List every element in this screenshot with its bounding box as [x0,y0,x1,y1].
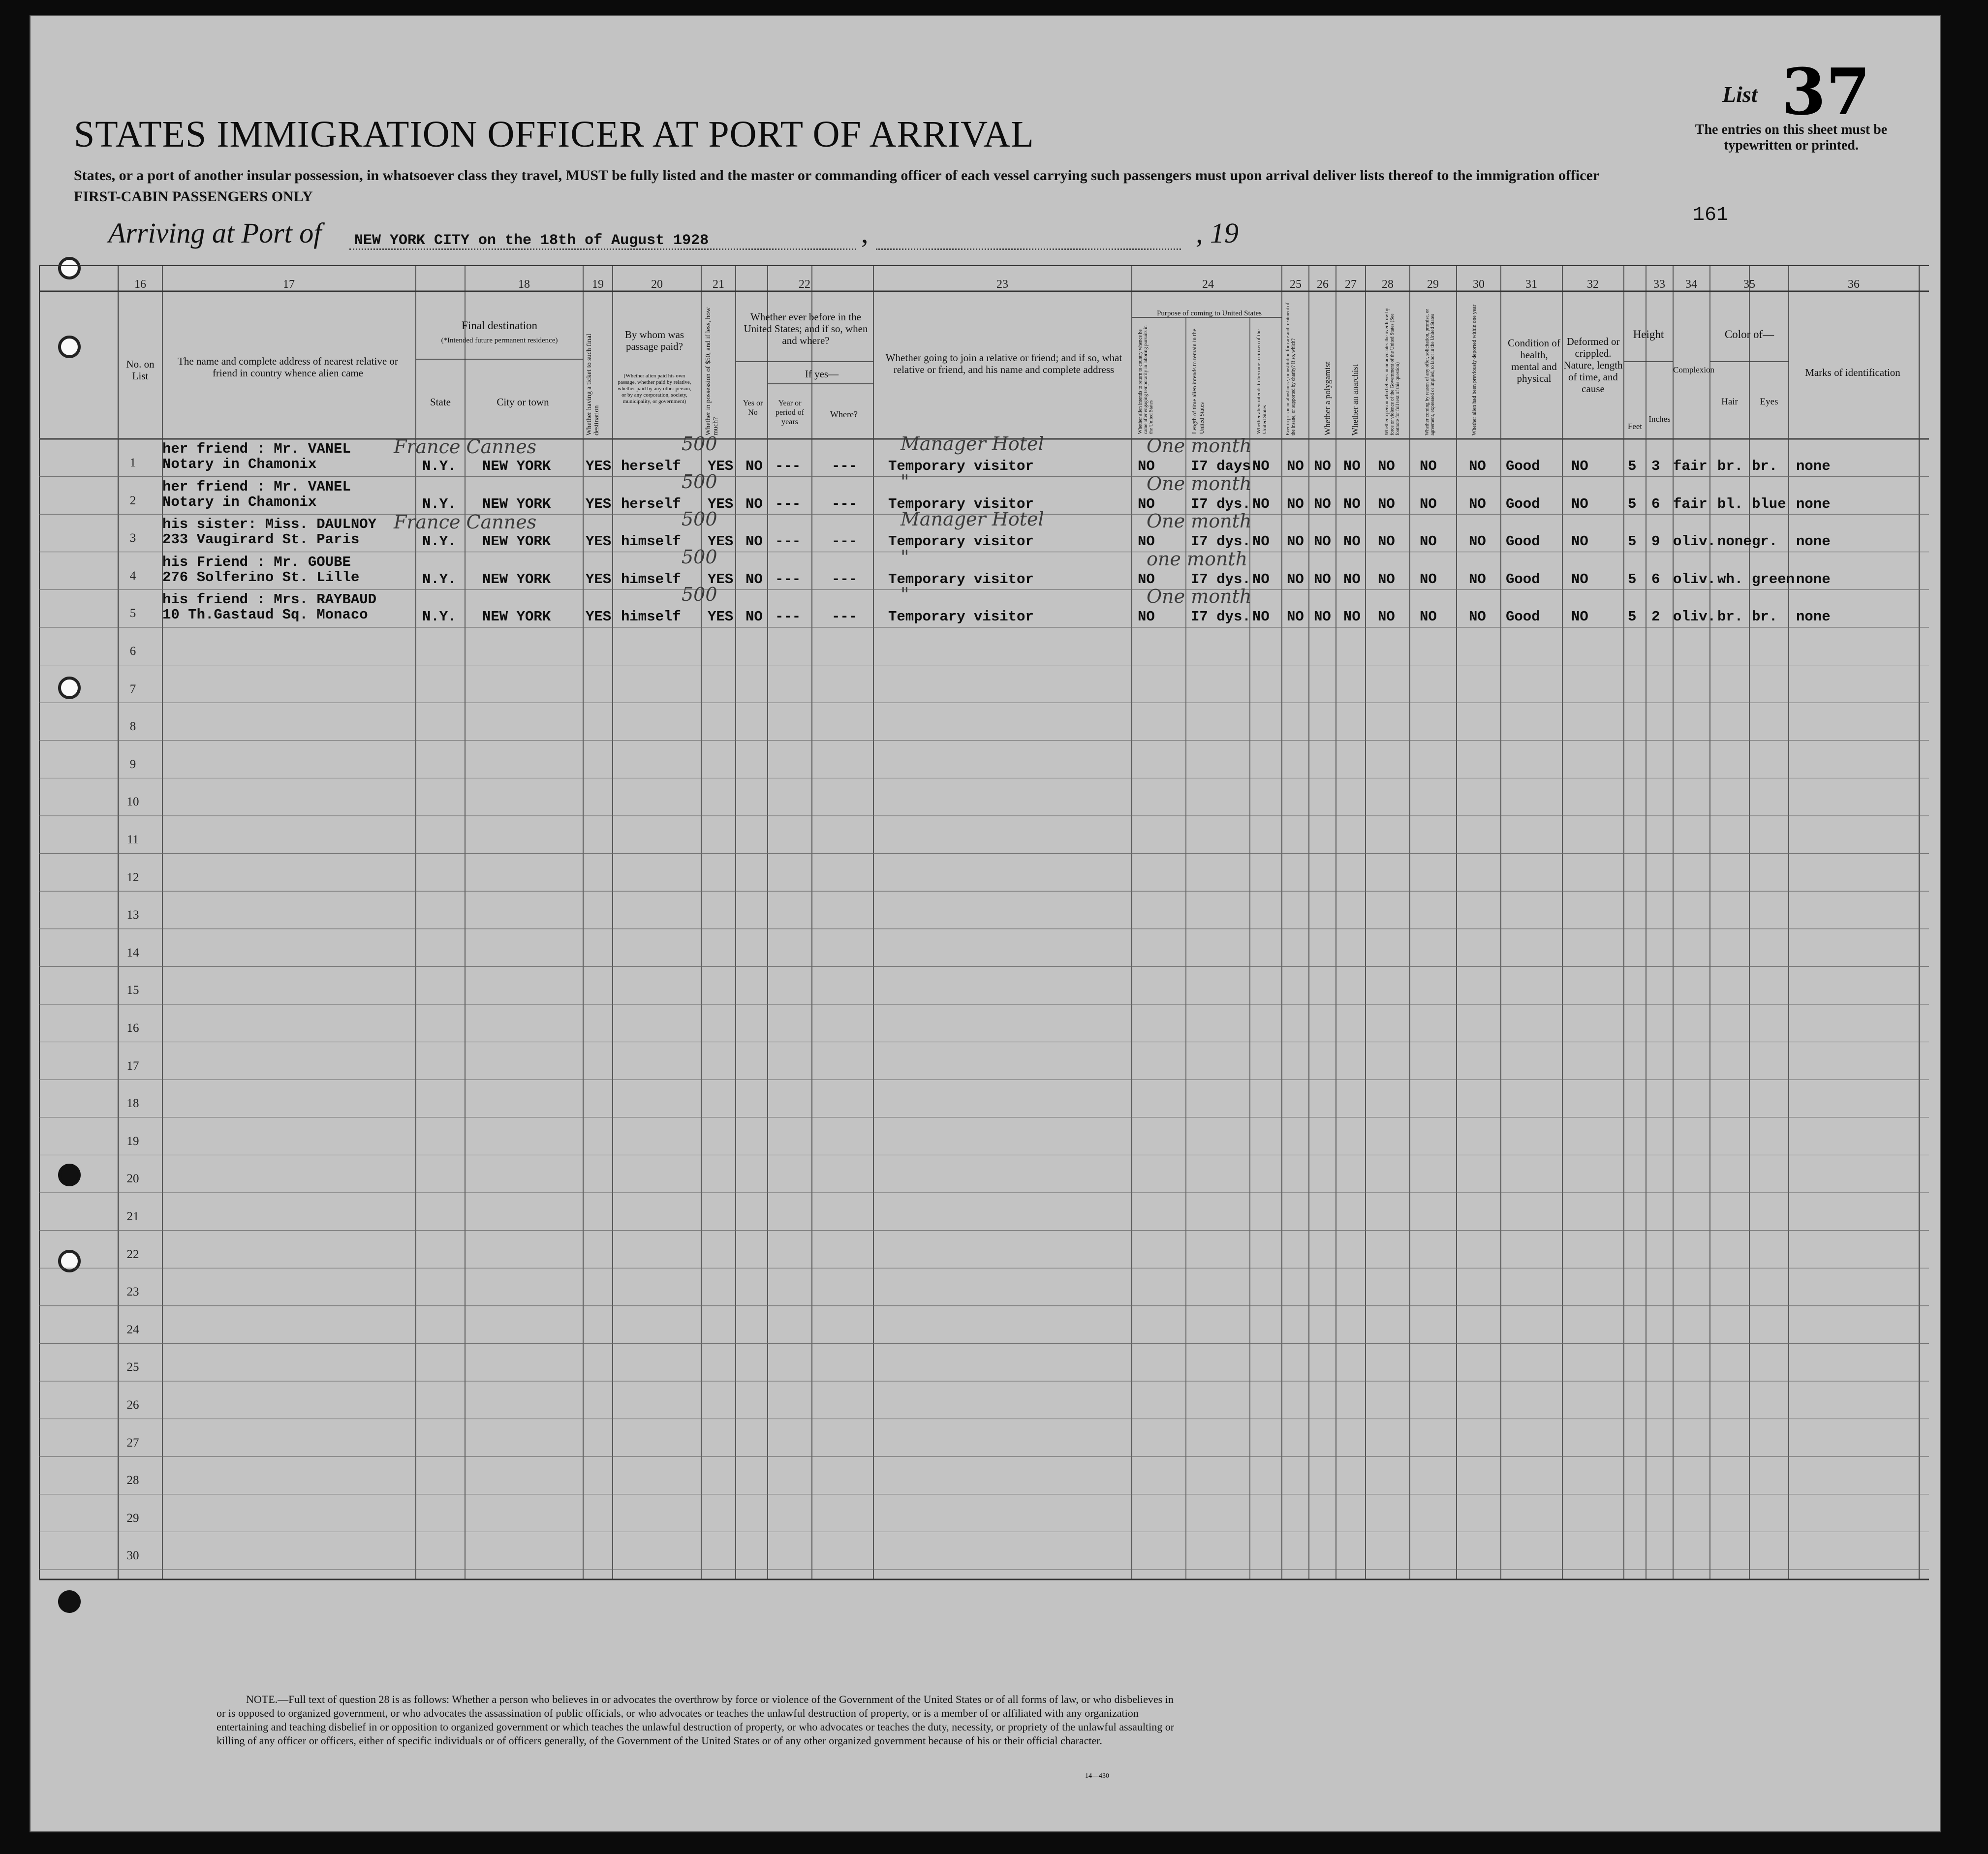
year-period: --- [775,609,801,625]
purpose-length: I7 dys. [1191,533,1251,550]
header-money: Whether in possession of $50, and if less, how much? [705,307,719,435]
height-inches: 6 [1651,571,1660,587]
header-if-yes: If yes— [805,368,839,380]
row-number: 5 [129,607,136,620]
subtitle: States, or a port of another insular possession, in whatsoever class they travel, MUST be fully listed and the master or commanding officer of each vessel carrying such passengers must upon arrival deliver lists thereof to the immigration officer [74,167,1600,184]
city: NEW YORK [482,533,551,550]
deported: NO [1469,495,1486,512]
state: N.Y. [422,609,457,625]
money: YES [708,571,734,587]
anarchist: NO [1343,495,1361,512]
marks: none [1796,571,1831,587]
page-title: STATES IMMIGRATION OFFICER AT PORT OF ARRIVAL [74,114,1034,155]
purpose-return: NO [1138,609,1155,625]
row-number: 20 [126,1172,139,1186]
header-where: Where? [830,409,858,419]
header-city: City or town [497,396,549,408]
row-number: 28 [126,1474,139,1487]
relative-name: her friend : Mr. VANEL [162,441,351,457]
complexion: fair [1673,458,1708,474]
row-number: 1 [129,456,136,469]
ticket: YES [586,609,612,625]
money: YES [708,495,734,512]
deformed: NO [1571,571,1588,587]
row-number: 21 [126,1210,139,1223]
relative-name: his friend : Mrs. RAYBAUD [162,591,377,608]
row-number: 15 [126,984,139,997]
row-number: 14 [126,946,139,959]
relative-name: his sister: Miss. DAULNOY [162,516,377,533]
row-number: 2 [129,494,136,507]
passage-paid-by: himself [621,609,681,625]
column-number: 20 [651,278,663,291]
column-number: 18 [518,278,530,291]
column-number: 26 [1317,278,1329,291]
form-number: 14—430 [1085,1772,1109,1780]
ticket: YES [586,533,612,550]
relative-address: Notary in Chamonix [162,456,317,472]
row-number: 4 [129,569,136,583]
header-final-destination: Final destination [462,319,537,332]
handwritten-join: Manager Hotel [901,508,1044,530]
city: NEW YORK [482,571,551,587]
purpose-return: NO [1138,495,1155,512]
hair: none [1717,533,1752,550]
row-number: 22 [126,1247,139,1261]
column-number: 31 [1525,278,1537,291]
polygamist: NO [1314,533,1331,550]
coming-by-offer: NO [1420,533,1437,550]
header-purpose: Purpose of coming to United States [1157,309,1262,317]
header-anarchist: Whether an anarchist [1350,364,1360,435]
complexion: oliv. [1673,609,1716,625]
join-relative: Temporary visitor [888,571,1034,587]
height-feet: 5 [1628,495,1637,512]
row-number: 25 [126,1360,139,1374]
passage-paid-by: herself [621,458,681,474]
header-health: Condition of health, mental and physical [1508,337,1560,384]
purpose-length: I7 days [1191,458,1251,474]
row-number: 8 [129,720,136,734]
where: --- [832,609,858,625]
column-number: 35 [1743,278,1755,291]
row-number: 9 [129,757,136,771]
height-inches: 2 [1651,609,1660,625]
column-number: 16 [134,278,146,291]
year-period: --- [775,571,801,587]
prison: NO [1287,571,1304,587]
header-prison: Ever in prison or almshouse, or institution for care and treatment of the insane, or supported by charity? If so, which? [1285,303,1296,435]
header-nearest-relative: The name and complete address of nearest relative or friend in country whence alien came [178,355,398,379]
column-number: 33 [1653,278,1665,291]
relative-address: 233 Vaugirard St. Paris [162,531,360,548]
relative-address: 10 Th.Gastaud Sq. Monaco [162,607,368,623]
year-prefix: , 19 [1196,217,1239,249]
purpose-citizen: NO [1252,571,1270,587]
row-number: 29 [126,1511,139,1525]
column-number: 24 [1202,278,1214,291]
row-number: 13 [126,908,139,922]
entries-note: The entries on this sheet must be typewritten or printed. [1695,122,1888,153]
header-eyes: Eyes [1760,397,1778,407]
height-feet: 5 [1628,609,1637,625]
prison: NO [1287,609,1304,625]
polygamist: NO [1314,495,1331,512]
handwritten-join: Manager Hotel [901,433,1044,455]
overthrow: NO [1378,571,1395,587]
arriving-label: Arriving at Port of [108,217,322,249]
header-inches: Inches [1648,414,1671,424]
anarchist: NO [1343,571,1361,587]
coming-by-offer: NO [1420,495,1437,512]
marks: none [1796,533,1831,550]
header-hair: Hair [1721,397,1738,407]
state: N.Y. [422,571,457,587]
header-passage-paid: By whom was passage paid? [624,329,684,352]
purpose-citizen: NO [1252,609,1270,625]
column-number: 23 [996,278,1008,291]
polygamist: NO [1314,609,1331,625]
handwritten-destination: France Cannes [394,511,537,533]
row-number: 24 [126,1323,139,1336]
complexion: fair [1673,495,1708,512]
row-number: 3 [129,531,136,545]
row-number: 23 [126,1285,139,1299]
handwritten-join: " [901,546,909,568]
where: --- [832,533,858,550]
complexion: oliv. [1673,533,1716,550]
row-number: 30 [126,1549,139,1563]
header-feet: Feet [1627,422,1643,431]
city: NEW YORK [482,609,551,625]
column-number: 25 [1290,278,1302,291]
join-relative: Temporary visitor [888,609,1034,625]
class-note: FIRST-CABIN PASSENGERS ONLY [74,188,313,205]
header-ticket: Whether having a ticket to such final destination [586,334,600,435]
header-coming-by-offer: Whether coming by reason of any offer, solicitation, promise, or agreement, expressed or implied, to labor in the United States [1425,309,1435,435]
where: --- [832,495,858,512]
eyes: br. [1752,458,1778,474]
footnote: NOTE.—Full text of question 28 is as follows: Whether a person who believes in or advocates the overthrow by force or violence of the Government of the United States or of all forms of law, or who disbelieves in or is opposed to organized government, or who advocates the assassination of public officials, or who advocates or teaches the unlawful destruction of property, or is a member of or affiliated with any organization entertaining and teaching disbelief in or opposition to organized government or which teaches the unlawful destruction of property, or who advocates or teaches the duty, necessity, or propriety of the unlawful assaulting or killing of any officer or officers, either of specific individuals or of officers generally, of the Government of the United States or of any other organized government because of his or their official character. [217,1693,1175,1747]
ticket: YES [586,571,612,587]
money: YES [708,533,734,550]
column-number: 22 [799,278,810,291]
passage-paid-by: himself [621,571,681,587]
marks: none [1796,609,1831,625]
handwritten-money: 500 [682,546,717,568]
deported: NO [1469,458,1486,474]
purpose-length: I7 dys. [1191,571,1251,587]
header-before-in-us: Whether ever before in the United States; and if so, when and where? [744,311,868,346]
handwritten-length: One month [1147,472,1252,494]
handwritten-length: one month [1147,548,1248,570]
join-relative: Temporary visitor [888,495,1034,512]
health: Good [1506,533,1540,550]
purpose-return: NO [1138,533,1155,550]
header-state: State [430,396,451,408]
header-polygamist: Whether a polygamist [1323,361,1332,435]
purpose-length: I7 dys. [1191,609,1251,625]
header-passage-note: (Whether alien paid his own passage, whether paid by relative, whether paid by any other person, or by any corporation, society, municipality, or government) [618,373,691,404]
row-number: 7 [129,682,136,696]
anarchist: NO [1343,609,1361,625]
handwritten-destination: France Cannes [394,436,537,458]
purpose-return: NO [1138,571,1155,587]
purpose-length: I7 dys. [1191,495,1251,512]
height-feet: 5 [1628,458,1637,474]
column-number: 34 [1685,278,1697,291]
handwritten-money: 500 [682,433,717,455]
year-period: --- [775,495,801,512]
ticket: YES [586,495,612,512]
height-inches: 3 [1651,458,1660,474]
eyes: blue [1752,495,1786,512]
hair: br. [1717,609,1743,625]
year-period: --- [775,533,801,550]
row-number: 6 [129,645,136,658]
relative-name: her friend : Mr. VANEL [162,478,351,495]
state: N.Y. [422,458,457,474]
handwritten-money: 500 [682,470,717,493]
coming-by-offer: NO [1420,571,1437,587]
row-number: 19 [126,1134,139,1148]
height-feet: 5 [1628,571,1637,587]
row-number: 12 [126,870,139,884]
overthrow: NO [1378,533,1395,550]
hair: br. [1717,458,1743,474]
header-purpose-length: Length of time alien intends to remain in the United States [1191,329,1205,434]
overthrow: NO [1378,609,1395,625]
prison: NO [1287,533,1304,550]
column-number: 32 [1587,278,1599,291]
header-yes-or-no: Yes or No [743,399,763,417]
column-number: 28 [1382,278,1394,291]
passage-paid-by: himself [621,533,681,550]
marks: none [1796,495,1831,512]
coming-by-offer: NO [1420,609,1437,625]
health: Good [1506,609,1540,625]
purpose-citizen: NO [1252,458,1270,474]
deformed: NO [1571,609,1588,625]
complexion: oliv. [1673,571,1716,587]
marks: none [1796,458,1831,474]
prison: NO [1287,495,1304,512]
relative-name: his Friend : Mr. GOUBE [162,554,351,570]
header-year-period: Year or period of years [775,399,805,426]
header-overthrow: Whether a person who believes in or advocates the overthrow by force or violence of the Government of the United States (See footnote for full text of this question) [1384,308,1400,435]
column-number: 27 [1345,278,1357,291]
list-number: 37 [1781,54,1870,129]
before-in-us: NO [746,571,763,587]
before-in-us: NO [746,533,763,550]
deported: NO [1469,533,1486,550]
hair: wh. [1717,571,1743,587]
handwritten-join: " [901,584,909,606]
list-label: List [1722,82,1758,107]
row-number: 18 [126,1097,139,1111]
join-relative: Temporary visitor [888,533,1034,550]
purpose-return: NO [1138,458,1155,474]
city: NEW YORK [482,495,551,512]
join-relative: Temporary visitor [888,458,1034,474]
comma: , [861,217,869,249]
hair: bl. [1717,495,1743,512]
height-feet: 5 [1628,533,1637,550]
handwritten-join: " [901,470,909,493]
header-deformed: Deformed or crippled. Nature, length of time, and cause [1563,336,1623,395]
anarchist: NO [1343,533,1361,550]
column-number: 29 [1427,278,1439,291]
state: N.Y. [422,533,457,550]
handwritten-money: 500 [682,508,717,530]
row-number: 11 [126,833,139,846]
handwritten-length: One month [1147,510,1252,532]
polygamist: NO [1314,571,1331,587]
overthrow: NO [1378,458,1395,474]
money: YES [708,609,734,625]
row-number: 27 [126,1436,139,1450]
eyes: br. [1752,609,1778,625]
purpose-citizen: NO [1252,495,1270,512]
prison: NO [1287,458,1304,474]
page-number: 161 [1693,204,1729,226]
before-in-us: NO [746,495,763,512]
purpose-citizen: NO [1252,533,1270,550]
year-period: --- [775,458,801,474]
money: YES [708,458,734,474]
coming-by-offer: NO [1420,458,1437,474]
header-purpose-return: Whether alien intends to return to country whence he came after engaging temporarily in laboring pursuits in the United States [1138,325,1154,434]
handwritten-length: One month [1147,586,1252,608]
where: --- [832,571,858,587]
row-number: 16 [126,1021,139,1035]
header-color-of: Color of— [1724,328,1774,340]
health: Good [1506,571,1540,587]
health: Good [1506,458,1540,474]
header-purpose-citizen: Whether alien intends to become a citizen of the United States [1256,329,1268,434]
header-height: Height [1633,328,1664,340]
anarchist: NO [1343,458,1361,474]
column-number: 17 [283,278,295,291]
before-in-us: NO [746,609,763,625]
eyes: gr. [1752,533,1778,550]
column-number: 36 [1848,278,1860,291]
before-in-us: NO [746,458,763,474]
header-no-on-list: No. on List [126,358,155,382]
deformed: NO [1571,495,1588,512]
state: N.Y. [422,495,457,512]
handwritten-length: One month [1147,435,1252,457]
height-inches: 9 [1651,533,1660,550]
handwritten-money: 500 [682,584,717,606]
height-inches: 6 [1651,495,1660,512]
header-marks: Marks of identification [1805,367,1900,378]
polygamist: NO [1314,458,1331,474]
overthrow: NO [1378,495,1395,512]
row-number: 26 [126,1398,139,1412]
column-number: 30 [1473,278,1485,291]
health: Good [1506,495,1540,512]
deformed: NO [1571,533,1588,550]
row-number: 17 [126,1059,139,1073]
passage-paid-by: herself [621,495,681,512]
column-number: 19 [592,278,604,291]
relative-address: Notary in Chamonix [162,494,317,510]
deported: NO [1469,571,1486,587]
column-number: 21 [713,278,724,291]
row-number: 10 [126,795,139,809]
deformed: NO [1571,458,1588,474]
header-complexion: Complexion [1673,365,1715,374]
eyes: green [1752,571,1795,587]
deported: NO [1469,609,1486,625]
port-of-arrival: NEW YORK CITY on the 18th of August 1928 [354,232,709,249]
ticket: YES [586,458,612,474]
header-join-relative: Whether going to join a relative or friend; and if so, what relative or friend, and his name and complete address [885,352,1122,375]
header-deported: Whether alien had been previously deported within one year [1471,305,1477,435]
city: NEW YORK [482,458,551,474]
header-final-destination-note: (*Intended future permanent residence) [441,337,558,344]
where: --- [832,458,858,474]
relative-address: 276 Solferino St. Lille [162,569,360,586]
